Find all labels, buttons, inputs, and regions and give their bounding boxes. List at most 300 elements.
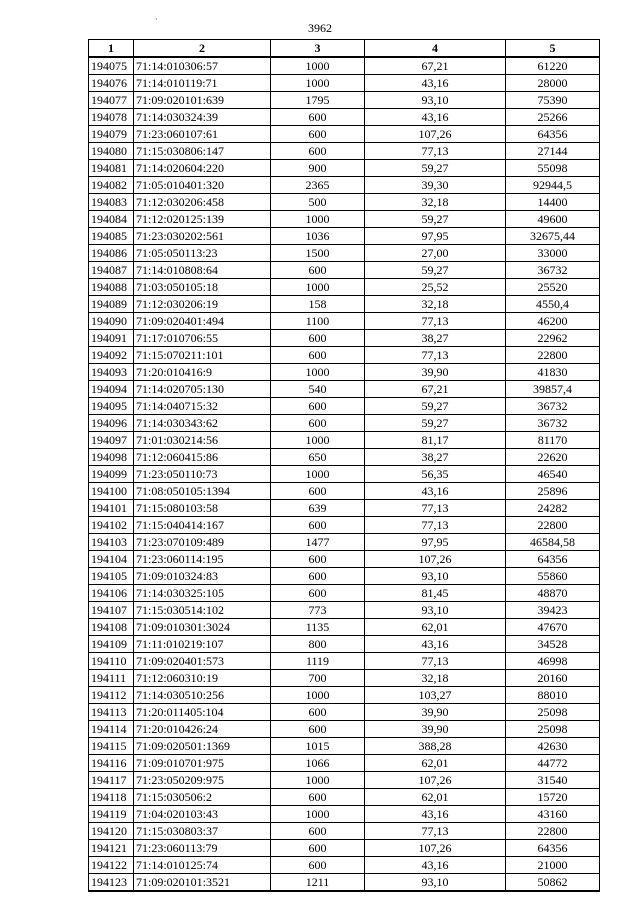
table-row (89, 483, 600, 500)
cost-value-cell: 21000 (506, 857, 600, 874)
cadastral-number-cell: 71:01:030214:56 (134, 432, 271, 449)
cadastral-number-cell: 71:14:010306:57 (134, 57, 271, 75)
table-row (89, 806, 600, 823)
rate-value-cell: 107,26 (365, 551, 506, 568)
cadastral-number-cell: 71:12:060310:19 (134, 670, 271, 687)
record-number-cell: 194111 (89, 670, 134, 687)
table-row (89, 160, 600, 177)
cost-value-cell: 25266 (506, 109, 600, 126)
rate-value-cell: 81,45 (365, 585, 506, 602)
record-number-cell: 194099 (89, 466, 134, 483)
rate-value-cell: 43,16 (365, 75, 506, 92)
cost-value-cell: 25896 (506, 483, 600, 500)
cadastral-number-cell: 71:12:060415:86 (134, 449, 271, 466)
record-number-cell: 194104 (89, 551, 134, 568)
rate-value-cell: 39,90 (365, 364, 506, 381)
cost-value-cell: 64356 (506, 551, 600, 568)
table-row (89, 228, 600, 245)
rate-value-cell: 27,00 (365, 245, 506, 262)
cadastral-number-cell: 71:09:020501:1369 (134, 738, 271, 755)
cost-value-cell: 50862 (506, 874, 600, 892)
table-row (89, 823, 600, 840)
area-value-cell: 600 (271, 415, 365, 432)
table-row (89, 670, 600, 687)
table-row (89, 92, 600, 109)
record-number-cell: 194114 (89, 721, 134, 738)
cost-value-cell: 36732 (506, 398, 600, 415)
cadastral-number-cell: 71:14:020705:130 (134, 381, 271, 398)
table-row (89, 449, 600, 466)
cost-value-cell: 46584,58 (506, 534, 600, 551)
record-number-cell: 194079 (89, 126, 134, 143)
rate-value-cell: 62,01 (365, 755, 506, 772)
table-row (89, 687, 600, 704)
cost-value-cell: 22800 (506, 823, 600, 840)
data-table (88, 39, 600, 892)
cadastral-number-cell: 71:14:010125:74 (134, 857, 271, 874)
rate-value-cell: 38,27 (365, 449, 506, 466)
cadastral-number-cell: 71:15:080103:58 (134, 500, 271, 517)
table-row (89, 245, 600, 262)
cadastral-number-cell: 71:15:030514:102 (134, 602, 271, 619)
table-row (89, 534, 600, 551)
record-number-cell: 194115 (89, 738, 134, 755)
cost-value-cell: 25520 (506, 279, 600, 296)
cost-value-cell: 36732 (506, 415, 600, 432)
cost-value-cell: 46998 (506, 653, 600, 670)
cadastral-number-cell: 71:11:010219:107 (134, 636, 271, 653)
cost-value-cell: 34528 (506, 636, 600, 653)
record-number-cell: 194080 (89, 143, 134, 160)
record-number-cell: 194118 (89, 789, 134, 806)
record-number-cell: 194093 (89, 364, 134, 381)
area-value-cell: 600 (271, 483, 365, 500)
table-row (89, 194, 600, 211)
cost-value-cell: 25098 (506, 721, 600, 738)
record-number-cell: 194109 (89, 636, 134, 653)
rate-value-cell: 97,95 (365, 534, 506, 551)
record-number-cell: 194116 (89, 755, 134, 772)
cadastral-number-cell: 71:08:050105:1394 (134, 483, 271, 500)
record-number-cell: 194096 (89, 415, 134, 432)
table-row (89, 602, 600, 619)
record-number-cell: 194102 (89, 517, 134, 534)
area-value-cell: 900 (271, 160, 365, 177)
table-row (89, 653, 600, 670)
table-row (89, 75, 600, 92)
record-number-cell: 194095 (89, 398, 134, 415)
cadastral-number-cell: 71:20:010426:24 (134, 721, 271, 738)
cadastral-number-cell: 71:09:010324:83 (134, 568, 271, 585)
cadastral-number-cell: 71:15:030506:2 (134, 789, 271, 806)
record-number-cell: 194113 (89, 704, 134, 721)
cadastral-number-cell: 71:09:010301:3024 (134, 619, 271, 636)
table-row (89, 143, 600, 160)
table-row (89, 398, 600, 415)
rate-value-cell: 77,13 (365, 143, 506, 160)
table-row (89, 177, 600, 194)
area-value-cell: 1500 (271, 245, 365, 262)
area-value-cell: 1000 (271, 364, 365, 381)
column-header-4: 4 (365, 40, 506, 58)
record-number-cell: 194085 (89, 228, 134, 245)
cost-value-cell: 33000 (506, 245, 600, 262)
rate-value-cell: 32,18 (365, 194, 506, 211)
record-number-cell: 194075 (89, 57, 134, 75)
record-number-cell: 194094 (89, 381, 134, 398)
rate-value-cell: 107,26 (365, 840, 506, 857)
cadastral-number-cell: 71:14:010119:71 (134, 75, 271, 92)
record-number-cell: 194089 (89, 296, 134, 313)
table-row (89, 636, 600, 653)
cadastral-number-cell: 71:17:010706:55 (134, 330, 271, 347)
table-row (89, 704, 600, 721)
rate-value-cell: 67,21 (365, 381, 506, 398)
rate-value-cell: 81,17 (365, 432, 506, 449)
cadastral-number-cell: 71:09:020401:494 (134, 313, 271, 330)
area-value-cell: 600 (271, 585, 365, 602)
cadastral-number-cell: 71:23:060113:79 (134, 840, 271, 857)
rate-value-cell: 107,26 (365, 772, 506, 789)
area-value-cell: 600 (271, 517, 365, 534)
rate-value-cell: 67,21 (365, 57, 506, 75)
rate-value-cell: 43,16 (365, 857, 506, 874)
area-value-cell: 1477 (271, 534, 365, 551)
record-number-cell: 194100 (89, 483, 134, 500)
cost-value-cell: 81170 (506, 432, 600, 449)
area-value-cell: 540 (271, 381, 365, 398)
table-row (89, 619, 600, 636)
page-number: 3962 (308, 21, 332, 35)
table-row (89, 874, 600, 892)
stray-mark: · (155, 15, 158, 24)
cost-value-cell: 28000 (506, 75, 600, 92)
record-number-cell: 194088 (89, 279, 134, 296)
column-header-2: 2 (134, 40, 271, 58)
area-value-cell: 1135 (271, 619, 365, 636)
cadastral-number-cell: 71:12:030206:458 (134, 194, 271, 211)
table-row (89, 840, 600, 857)
cost-value-cell: 48870 (506, 585, 600, 602)
area-value-cell: 773 (271, 602, 365, 619)
cost-value-cell: 44772 (506, 755, 600, 772)
rate-value-cell: 97,95 (365, 228, 506, 245)
record-number-cell: 194106 (89, 585, 134, 602)
table-row (89, 347, 600, 364)
rate-value-cell: 103,27 (365, 687, 506, 704)
area-value-cell: 1000 (271, 57, 365, 75)
cost-value-cell: 39857,4 (506, 381, 600, 398)
cadastral-number-cell: 71:03:050105:18 (134, 279, 271, 296)
cost-value-cell: 31540 (506, 772, 600, 789)
rate-value-cell: 77,13 (365, 347, 506, 364)
area-value-cell: 600 (271, 347, 365, 364)
cost-value-cell: 39423 (506, 602, 600, 619)
area-value-cell: 1000 (271, 75, 365, 92)
cadastral-number-cell: 71:15:040414:167 (134, 517, 271, 534)
record-number-cell: 194083 (89, 194, 134, 211)
cadastral-number-cell: 71:23:050110:73 (134, 466, 271, 483)
cost-value-cell: 49600 (506, 211, 600, 228)
record-number-cell: 194081 (89, 160, 134, 177)
rate-value-cell: 56,35 (365, 466, 506, 483)
record-number-cell: 194117 (89, 772, 134, 789)
cost-value-cell: 41830 (506, 364, 600, 381)
rate-value-cell: 77,13 (365, 653, 506, 670)
table-row (89, 211, 600, 228)
cadastral-number-cell: 71:15:030806:147 (134, 143, 271, 160)
table-row (89, 109, 600, 126)
rate-value-cell: 59,27 (365, 160, 506, 177)
cost-value-cell: 43160 (506, 806, 600, 823)
column-header-3: 3 (271, 40, 365, 58)
table-row (89, 568, 600, 585)
cost-value-cell: 42630 (506, 738, 600, 755)
cost-value-cell: 22800 (506, 517, 600, 534)
record-number-cell: 194076 (89, 75, 134, 92)
rate-value-cell: 59,27 (365, 398, 506, 415)
cadastral-number-cell: 71:09:020101:639 (134, 92, 271, 109)
cadastral-number-cell: 71:15:070211:101 (134, 347, 271, 364)
rate-value-cell: 59,27 (365, 262, 506, 279)
cadastral-number-cell: 71:12:020125:139 (134, 211, 271, 228)
rate-value-cell: 62,01 (365, 619, 506, 636)
area-value-cell: 600 (271, 568, 365, 585)
cost-value-cell: 4550,4 (506, 296, 600, 313)
cost-value-cell: 22620 (506, 449, 600, 466)
cadastral-number-cell: 71:14:020604:220 (134, 160, 271, 177)
record-number-cell: 194082 (89, 177, 134, 194)
area-value-cell: 1066 (271, 755, 365, 772)
table-row (89, 381, 600, 398)
area-value-cell: 1795 (271, 92, 365, 109)
rate-value-cell: 39,90 (365, 721, 506, 738)
table-row (89, 755, 600, 772)
record-number-cell: 194120 (89, 823, 134, 840)
table-body (89, 57, 600, 891)
record-number-cell: 194091 (89, 330, 134, 347)
cadastral-number-cell: 71:09:020401:573 (134, 653, 271, 670)
cost-value-cell: 46200 (506, 313, 600, 330)
area-value-cell: 600 (271, 143, 365, 160)
column-header-5: 5 (506, 40, 600, 58)
cost-value-cell: 55860 (506, 568, 600, 585)
area-value-cell: 1000 (271, 806, 365, 823)
area-value-cell: 600 (271, 109, 365, 126)
table-row (89, 500, 600, 517)
rate-value-cell: 93,10 (365, 92, 506, 109)
table-row (89, 330, 600, 347)
table-row (89, 721, 600, 738)
table-row (89, 432, 600, 449)
cost-value-cell: 14400 (506, 194, 600, 211)
area-value-cell: 639 (271, 500, 365, 517)
table-row (89, 585, 600, 602)
cadastral-number-cell: 71:04:020103:43 (134, 806, 271, 823)
cadastral-number-cell: 71:14:030343:62 (134, 415, 271, 432)
area-value-cell: 600 (271, 704, 365, 721)
table-row (89, 415, 600, 432)
table-row (89, 789, 600, 806)
cost-value-cell: 22962 (506, 330, 600, 347)
record-number-cell: 194087 (89, 262, 134, 279)
area-value-cell: 600 (271, 721, 365, 738)
table-header-row (89, 40, 600, 58)
rate-value-cell: 25,52 (365, 279, 506, 296)
table-row (89, 857, 600, 874)
cadastral-number-cell: 71:23:050209:975 (134, 772, 271, 789)
cost-value-cell: 92944,5 (506, 177, 600, 194)
cost-value-cell: 46540 (506, 466, 600, 483)
rate-value-cell: 38,27 (365, 330, 506, 347)
table-row (89, 279, 600, 296)
cost-value-cell: 36732 (506, 262, 600, 279)
area-value-cell: 800 (271, 636, 365, 653)
area-value-cell: 1015 (271, 738, 365, 755)
area-value-cell: 600 (271, 857, 365, 874)
table-row (89, 262, 600, 279)
rate-value-cell: 388,28 (365, 738, 506, 755)
cost-value-cell: 25098 (506, 704, 600, 721)
area-value-cell: 1211 (271, 874, 365, 892)
cadastral-number-cell: 71:23:060114:195 (134, 551, 271, 568)
record-number-cell: 194092 (89, 347, 134, 364)
rate-value-cell: 43,16 (365, 806, 506, 823)
cost-value-cell: 64356 (506, 126, 600, 143)
cadastral-number-cell: 71:15:030803:37 (134, 823, 271, 840)
record-number-cell: 194078 (89, 109, 134, 126)
area-value-cell: 700 (271, 670, 365, 687)
cadastral-number-cell: 71:09:010701:975 (134, 755, 271, 772)
cost-value-cell: 88010 (506, 687, 600, 704)
cost-value-cell: 20160 (506, 670, 600, 687)
cost-value-cell: 55098 (506, 160, 600, 177)
cost-value-cell: 64356 (506, 840, 600, 857)
record-number-cell: 194090 (89, 313, 134, 330)
record-number-cell: 194121 (89, 840, 134, 857)
record-number-cell: 194112 (89, 687, 134, 704)
cost-value-cell: 32675,44 (506, 228, 600, 245)
cost-value-cell: 75390 (506, 92, 600, 109)
area-value-cell: 2365 (271, 177, 365, 194)
record-number-cell: 194103 (89, 534, 134, 551)
cost-value-cell: 15720 (506, 789, 600, 806)
table-row (89, 466, 600, 483)
record-number-cell: 194098 (89, 449, 134, 466)
record-number-cell: 194077 (89, 92, 134, 109)
rate-value-cell: 32,18 (365, 670, 506, 687)
rate-value-cell: 59,27 (365, 211, 506, 228)
cadastral-number-cell: 71:20:011405:104 (134, 704, 271, 721)
rate-value-cell: 62,01 (365, 789, 506, 806)
rate-value-cell: 93,10 (365, 568, 506, 585)
record-number-cell: 194105 (89, 568, 134, 585)
rate-value-cell: 39,90 (365, 704, 506, 721)
cost-value-cell: 61220 (506, 57, 600, 75)
rate-value-cell: 93,10 (365, 602, 506, 619)
cost-value-cell: 47670 (506, 619, 600, 636)
area-value-cell: 600 (271, 789, 365, 806)
record-number-cell: 194122 (89, 857, 134, 874)
area-value-cell: 1000 (271, 772, 365, 789)
area-value-cell: 1100 (271, 313, 365, 330)
rate-value-cell: 32,18 (365, 296, 506, 313)
cadastral-number-cell: 71:05:010401:320 (134, 177, 271, 194)
cost-value-cell: 22800 (506, 347, 600, 364)
cost-value-cell: 24282 (506, 500, 600, 517)
cadastral-number-cell: 71:14:040715:32 (134, 398, 271, 415)
rate-value-cell: 39,30 (365, 177, 506, 194)
table-row (89, 772, 600, 789)
table-row (89, 738, 600, 755)
table-row (89, 313, 600, 330)
area-value-cell: 1000 (271, 466, 365, 483)
cadastral-number-cell: 71:12:030206:19 (134, 296, 271, 313)
area-value-cell: 600 (271, 398, 365, 415)
cadastral-number-cell: 71:23:060107:61 (134, 126, 271, 143)
record-number-cell: 194108 (89, 619, 134, 636)
rate-value-cell: 43,16 (365, 109, 506, 126)
table-row (89, 517, 600, 534)
area-value-cell: 1000 (271, 432, 365, 449)
area-value-cell: 500 (271, 194, 365, 211)
rate-value-cell: 77,13 (365, 500, 506, 517)
cadastral-number-cell: 71:14:030324:39 (134, 109, 271, 126)
cadastral-number-cell: 71:23:030202:561 (134, 228, 271, 245)
rate-value-cell: 43,16 (365, 636, 506, 653)
record-number-cell: 194086 (89, 245, 134, 262)
area-value-cell: 600 (271, 126, 365, 143)
rate-value-cell: 77,13 (365, 517, 506, 534)
area-value-cell: 1000 (271, 687, 365, 704)
area-value-cell: 600 (271, 823, 365, 840)
record-number-cell: 194119 (89, 806, 134, 823)
area-value-cell: 600 (271, 262, 365, 279)
record-number-cell: 194101 (89, 500, 134, 517)
cadastral-number-cell: 71:14:030325:105 (134, 585, 271, 602)
table-row (89, 364, 600, 381)
table-row (89, 57, 600, 75)
record-number-cell: 194123 (89, 874, 134, 892)
cadastral-number-cell: 71:20:010416:9 (134, 364, 271, 381)
rate-value-cell: 77,13 (365, 823, 506, 840)
area-value-cell: 1036 (271, 228, 365, 245)
area-value-cell: 1119 (271, 653, 365, 670)
cadastral-number-cell: 71:14:010808:64 (134, 262, 271, 279)
record-number-cell: 194084 (89, 211, 134, 228)
area-value-cell: 650 (271, 449, 365, 466)
table-row (89, 296, 600, 313)
cadastral-number-cell: 71:14:030510:256 (134, 687, 271, 704)
cadastral-number-cell: 71:23:070109:489 (134, 534, 271, 551)
rate-value-cell: 59,27 (365, 415, 506, 432)
record-number-cell: 194097 (89, 432, 134, 449)
rate-value-cell: 43,16 (365, 483, 506, 500)
table-row (89, 551, 600, 568)
column-header-1: 1 (89, 40, 134, 58)
rate-value-cell: 93,10 (365, 874, 506, 892)
area-value-cell: 600 (271, 840, 365, 857)
area-value-cell: 1000 (271, 279, 365, 296)
area-value-cell: 600 (271, 330, 365, 347)
rate-value-cell: 107,26 (365, 126, 506, 143)
area-value-cell: 1000 (271, 211, 365, 228)
record-number-cell: 194107 (89, 602, 134, 619)
record-number-cell: 194110 (89, 653, 134, 670)
cadastral-number-cell: 71:09:020101:3521 (134, 874, 271, 892)
area-value-cell: 600 (271, 551, 365, 568)
area-value-cell: 158 (271, 296, 365, 313)
